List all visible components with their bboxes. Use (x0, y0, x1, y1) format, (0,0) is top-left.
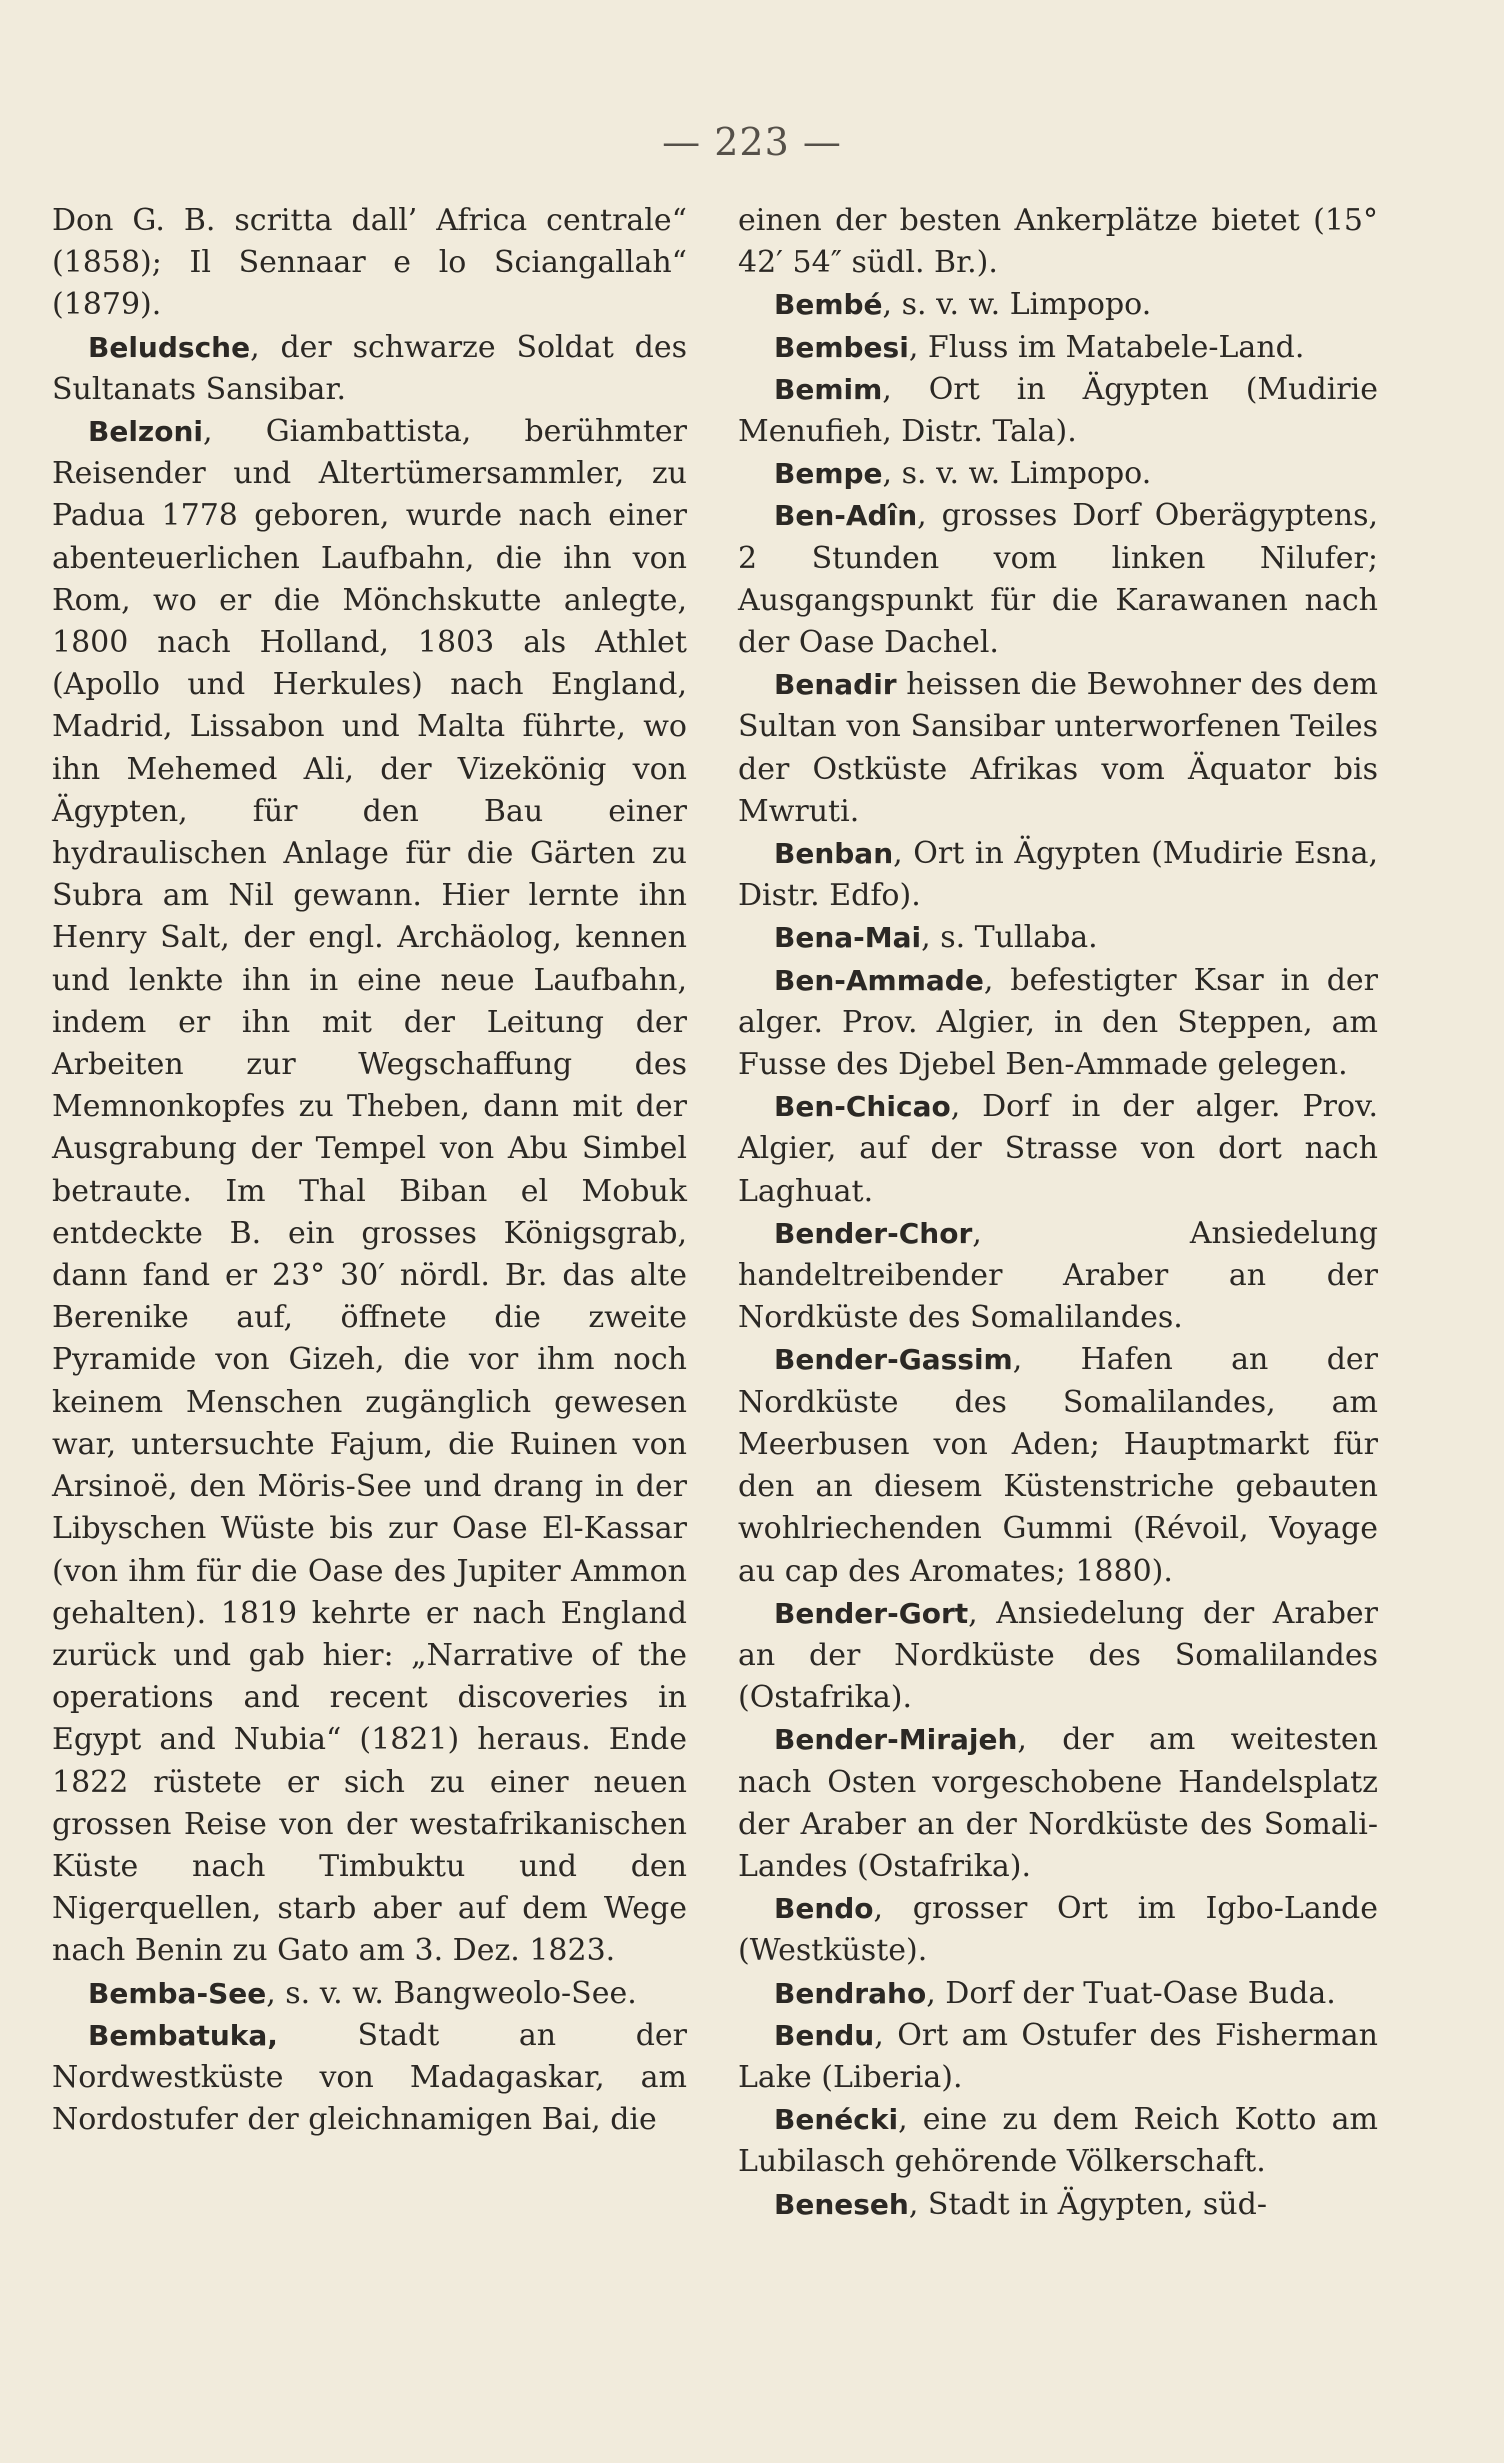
entry-text: , Dorf der Tuat-Oase Buda. (926, 1975, 1336, 2011)
entry-headword: Bembatuka, (88, 2018, 278, 2052)
entry-headword: Bemim (774, 372, 883, 406)
entry (52, 411, 687, 1973)
entry-headword: Benadir (774, 668, 897, 702)
entry (52, 2015, 687, 2142)
page-number: — 223 — (662, 120, 842, 164)
entry-headword: Bendu (774, 2018, 875, 2052)
entry-headword: Ben-Adîn (774, 499, 918, 533)
entry-text: Don G. B. scritta dall’ Africa centrale“ (1858); Il Sennaar e lo Sciangallah“ (1879). (52, 203, 687, 323)
entry-text: Stadt an der Nordwestküste von Madagaskar, am Nordostufer der gleichnamigen Bai, die (52, 2017, 687, 2138)
entry (738, 1086, 1378, 1213)
entry-headword: Belzoni (88, 415, 203, 449)
entry (52, 327, 687, 411)
entry-text: , Ansiedelung der Araber an der Nordküste des Somalilandes (Ostafrika). (738, 1595, 1378, 1716)
entry-text: , eine zu dem Reich Kotto am Lubilasch gehörende Völkerschaft. (738, 2102, 1378, 2180)
entry (738, 917, 1378, 959)
entry-text: , Stadt in Ägypten, süd- (908, 2186, 1267, 2222)
entry-headword: Ben-Ammade (774, 963, 984, 997)
right-column (738, 200, 1378, 2226)
entry-headword: Bembé (774, 288, 883, 322)
entry-headword: Bena-Mai (774, 921, 922, 955)
entry (738, 495, 1378, 664)
entry-headword: Beneseh (774, 2187, 909, 2221)
left-column (52, 200, 687, 2141)
entry (52, 1973, 687, 2015)
entry (738, 1339, 1378, 1592)
entry-text: , Dorf in der alger. Prov. Algier, auf der Strasse von dort nach Laghuat. (738, 1089, 1378, 1209)
entry (738, 1213, 1378, 1340)
entry (738, 833, 1378, 917)
entry-text: , s. Tullaba. (921, 920, 1098, 956)
entry (738, 2015, 1378, 2099)
entry-headword: Bender-Gassim (774, 1343, 1013, 1377)
entry-text: , Ort in Ägypten (Mudirie Menufieh, Distr. Tala). (738, 371, 1378, 450)
entry-headword: Beludsche (88, 330, 251, 364)
entry (738, 960, 1378, 1087)
entry-text: , s. v. w. Limpopo. (882, 456, 1152, 492)
entry-text: , grosses Dorf Oberägyptens, 2 Stunden vom linken Nilufer; Ausgangspunkt für die Karawanen nach der Oase Dachel. (738, 498, 1378, 661)
entry (738, 1719, 1378, 1888)
entry (738, 453, 1378, 495)
entry-headword: Bembesi (774, 330, 909, 364)
entry-text: , s. v. w. Limpopo. (882, 287, 1152, 323)
entry (738, 1888, 1378, 1972)
entry-text: , grosser Ort im Igbo-Lande (Westküste). (738, 1891, 1378, 1969)
entry (738, 1973, 1378, 2015)
entry (52, 200, 687, 327)
entry-text: , Ort in Ägypten (Mudirie Esna, Distr. Edfo). (738, 836, 1378, 914)
entry-text: , Ansiedelung handeltreibender Araber an der Nordküste des Somalilandes. (738, 1215, 1378, 1336)
entry-headword: Bendo (774, 1892, 874, 1926)
entry (738, 327, 1378, 369)
entry-headword: Bender-Mirajeh (774, 1723, 1018, 1757)
entry (738, 2184, 1378, 2226)
entry (738, 284, 1378, 326)
entry-text: , Ort am Ostufer des Fisherman Lake (Liberia). (738, 2017, 1378, 2095)
entry-text: , Hafen an der Nordküste des Somalilandes, am Meerbusen von Aden; Hauptmarkt für den an diesem Küstenstriche gebauten wohlriechenden Gummi (Révoil, Voyage au cap des Aromates; 1880). (738, 1342, 1378, 1589)
entry (738, 369, 1378, 453)
entry (738, 200, 1378, 284)
entry-text: , der schwarze Soldat des Sultanats Sansibar. (52, 329, 687, 407)
entry-headword: Ben-Chicao (774, 1090, 951, 1124)
entry-text: einen der besten Ankerplätze bietet (15° 42′ 54″ südl. Br.). (738, 203, 1378, 281)
entry (738, 1593, 1378, 1720)
entry-headword: Bender-Chor (774, 1216, 973, 1250)
entry-headword: Bendraho (774, 1976, 927, 2010)
entry-text: , der am weitesten nach Osten vorgeschobene Handelsplatz der Araber an der Nordküste des Somali-Landes (Ostafrika). (738, 1722, 1378, 1884)
entry-text: , befestigter Ksar in der alger. Prov. Algier, in den Steppen, am Fusse des Djebel Ben-Ammade gelegen. (738, 962, 1378, 1083)
entry-headword: Bemba-See (88, 1976, 267, 2010)
entry-headword: Bender-Gort (774, 1596, 969, 1630)
entry-headword: Bempe (774, 457, 883, 491)
entry-text: , s. v. w. Bangweolo-See. (266, 1975, 637, 2011)
entry-text: , Fluss im Matabele-Land. (908, 329, 1305, 365)
entry (738, 2099, 1378, 2183)
entry-text: , Giambattista, berühmter Reisender und Altertümersammler, zu Padua 1778 geboren, wurde nach einer abenteuerlichen Laufbahn, die ihn von Rom, wo er die Mönchskutte anlegte, 1800 nach Holland, 1803 als Athlet (Apollo und Herkules) nach England, Madrid, Lissabon und Malta führte, wo ihn Mehemed Ali, der Vizekönig von Ägypten, für den Bau einer hydraulischen Anlage für die Gärten zu Subra am Nil gewann. Hier lernte ihn Henry Salt, der engl. Archäolog, kennen und lenkte ihn in eine neue Laufbahn, indem er ihn mit der Leitung der Arbeiten zur Wegschaffung des Memnonkopfes zu Theben, dann mit der Ausgrabung der Tempel von Abu Simbel betraute. Im Thal Biban el Mobuk entdeckte B. ein grosses Königsgrab, dann fand er 23° 30′ nördl. Br. das alte Berenike auf, öffnete die zweite Pyramide von Gizeh, die vor ihm noch keinem Menschen zugänglich gewesen war, untersuchte Fajum, die Ruinen von Arsinoë, den Möris-See und drang in der Libyschen Wüste bis zur Oase El-Kassar (von ihm für die Oase des Jupiter Ammon gehalten). 1819 kehrte er nach England zurück und gab hier: „Narrative of the operations and recent discoveries in Egypt and Nubia“ (1821) heraus. Ende 1822 rüstete er sich zu einer neuen grossen Reise von der westafrikanischen Küste nach Timbuktu und den Nigerquellen, starb aber auf dem Wege nach Benin zu Gato am 3. Dez. 1823. (52, 414, 687, 1969)
entry (738, 664, 1378, 833)
entry-text: heissen die Bewohner des dem Sultan von Sansibar unterworfenen Teiles der Ostküste Afrikas vom Äquator bis Mwruti. (738, 667, 1378, 829)
entry-headword: Benban (774, 837, 894, 871)
entry-headword: Benécki (774, 2103, 899, 2137)
